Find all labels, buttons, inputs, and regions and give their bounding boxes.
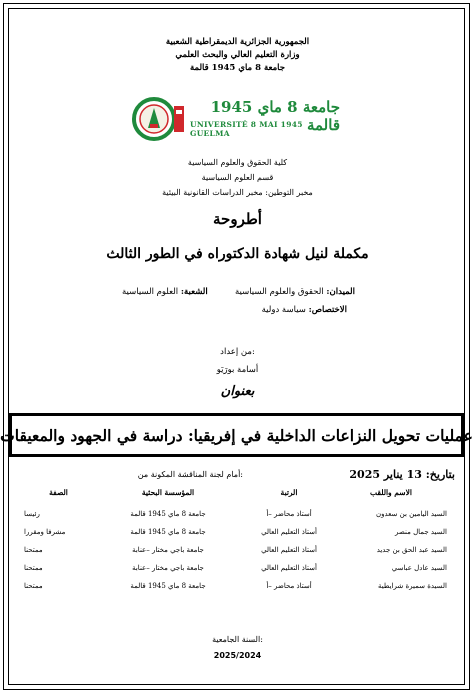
university-emblem-icon [130, 96, 186, 142]
thesis-purpose: مكملة لنيل شهادة الدكتوراه في الطور الثالث [106, 246, 369, 262]
republic-line: الجمهورية الجزائرية الديمقراطية الشعبية [165, 37, 310, 47]
header-rank: الرتبة [280, 488, 298, 497]
ministry-header [0, 36, 475, 75]
title-label: بعنوان [220, 384, 255, 399]
header-name: الاسم واللقب [370, 488, 412, 497]
jury-name: السيد عبد الحق بن جديد [376, 546, 447, 554]
author-name: أسامة بورَيَو [216, 365, 259, 375]
table-row [24, 505, 447, 523]
jury-institution: جامعة 8 ماي 1945 قالمة [130, 582, 206, 590]
date-value: 13 يناير 2025 [349, 468, 422, 481]
jury-label: أمام لجنة المناقشة المكونة من: [137, 470, 243, 479]
department-line: قسم العلوم السياسية [201, 173, 274, 182]
jury-rank: أستاذ محاضر –أ [266, 582, 312, 590]
table-row [24, 577, 447, 595]
table-row [24, 541, 447, 559]
academic-year [0, 632, 475, 664]
thesis-type: أطروحة [213, 210, 262, 228]
branch-value: العلوم السياسية [122, 287, 179, 297]
ministry-line: وزارة التعليم العالي والبحث العلمي [175, 50, 300, 60]
jury-institution: جامعة 8 ماي 1945 قالمة [130, 510, 206, 518]
jury-role: رئيسا [24, 510, 40, 518]
faculty-block [0, 155, 475, 200]
jury-rank: أستاذ التعليم العالي [261, 546, 317, 554]
jury-role: ممتحنا [24, 546, 43, 554]
jury-table-header [24, 488, 447, 505]
jury-institution: جامعة باجي مختار –عنابة [132, 546, 204, 554]
specialty-value: سياسة دولية [261, 305, 306, 315]
university-line: جامعة 8 ماي 1945 قالمة [189, 63, 285, 73]
thesis-title: عمليات تحويل النزاعات الداخلية في إفريقيا: دراسة في الجهود والمعيقات [0, 425, 473, 445]
university-logo [130, 96, 340, 142]
lab-line: مخبر التوطين: مخبر الدراسات القانونية البيئية [162, 188, 313, 197]
jury-role: مشرفا ومقررا [24, 528, 66, 536]
jury-institution: جامعة باجي مختار –عنابة [132, 564, 204, 572]
jury-role: ممتحنا [24, 564, 43, 572]
branch-line [122, 287, 208, 297]
header-role: الصفة [49, 488, 68, 497]
field-line [235, 287, 355, 297]
field-value: الحقوق والعلوم السياسية [234, 287, 324, 297]
field-label: الميدان: [326, 287, 355, 297]
specialty-label: الاختصاص: [308, 305, 347, 315]
jury-institution: جامعة 8 ماي 1945 قالمة [130, 528, 206, 536]
jury-rank: أستاذ التعليم العالي [261, 528, 317, 536]
jury-name: السيدة سميرة شرايطية [377, 582, 447, 590]
jury-table [24, 488, 447, 595]
table-row [24, 559, 447, 577]
academic-year-label: السنة الجامعية: [212, 635, 263, 644]
date-label: بتاريخ: [425, 468, 455, 481]
faculty-line: كلية الحقوق والعلوم السياسية [187, 158, 288, 167]
logo-french-text: UNIVERSITÉ 8 MAI 1945 GUELMA [190, 120, 303, 138]
jury-name: السيد اليامين بن سعدون [375, 510, 447, 518]
branch-label: الشعبة: [180, 287, 208, 297]
prepared-by [0, 343, 475, 379]
jury-rank: أستاذ التعليم العالي [261, 564, 317, 572]
jury-role: ممتحنا [24, 582, 43, 590]
defense-date [349, 468, 455, 481]
jury-rank: أستاذ محاضر –أ [266, 510, 312, 518]
thesis-title-box [0, 413, 473, 457]
academic-year-value: 2025/2024 [213, 651, 262, 660]
jury-name: السيد عادل عباسي [391, 564, 447, 572]
specialty-line [262, 305, 347, 315]
table-row [24, 523, 447, 541]
prepared-by-label: من إعداد: [220, 347, 255, 357]
header-institution: المؤسسة البحثية [141, 488, 195, 497]
logo-arabic-text: جامعة 8 ماي 1945 قالمة [210, 98, 340, 134]
jury-name: السيد جمال منصر [395, 528, 447, 536]
